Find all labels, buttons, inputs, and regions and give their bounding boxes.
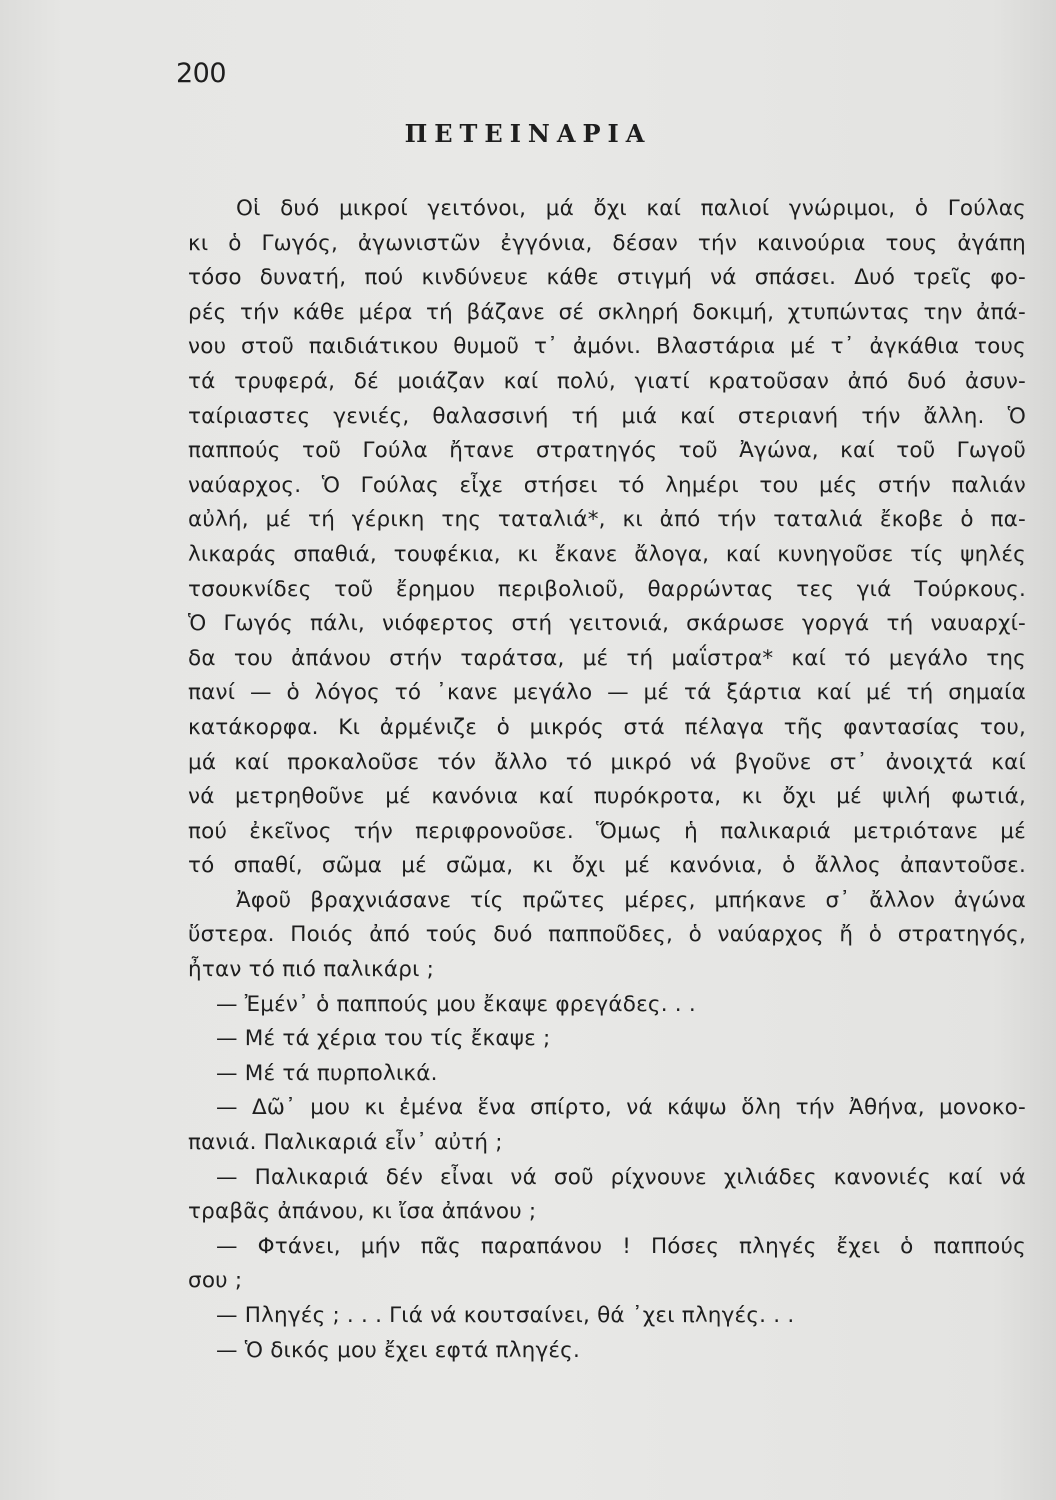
dialogue-line: — Μέ τά πυρπολικά. xyxy=(216,1060,438,1086)
text-line: πανί — ὁ λόγος τό ᾽κανε μεγάλο — μέ τά ξάρτια καί μέ τή σημαία xyxy=(188,680,1026,706)
text-line: ὕστερα. Ποιός ἀπό τούς δυό παπποῦδες, ὁ ναύαρχος ἤ ὁ στρατηγός, xyxy=(188,922,1026,948)
dialogue-line: — Δῶ᾽ μου κι ἐμένα ἕνα σπίρτο, νά κάψω ὅλη τήν Ἀθήνα, μονοκο- xyxy=(216,1095,1026,1121)
page-number: 200 xyxy=(176,58,227,89)
text-line: Οἱ δυό μικροί γειτόνοι, μά ὄχι καί παλιοί γνώριμοι, ὁ Γούλας xyxy=(236,196,1026,221)
text-line: σου ; xyxy=(188,1268,243,1294)
text-line: ἦταν τό πιό παλικάρι ; xyxy=(188,957,435,983)
text-line: τά τρυφερά, δέ μοιάζαν καί πολύ, γιατί κρατοῦσαν ἀπό δυό ἀσυν- xyxy=(188,368,1026,394)
dialogue-line: — Φτάνει, μήν πᾶς παραπάνου ! Πόσες πληγές ἔχει ὁ παππούς xyxy=(216,1233,1026,1259)
text-line: ναύαρχος. Ὁ Γούλας εἶχε στήσει τό λημέρι του μές στήν παλιάν xyxy=(188,472,1026,498)
text-line: πού ἐκεῖνος τήν περιφρονοῦσε. Ὅμως ἡ παλικαριά μετριότανε μέ xyxy=(188,818,1026,844)
text-line: τόσο δυνατή, πού κινδύνευε κάθε στιγμή νά σπάσει. Δυό τρεῖς φο- xyxy=(188,265,1026,291)
dialogue-line: — Πληγές ; . . . Γιά νά κουτσαίνει, θά ᾽χει πληγές. . . xyxy=(216,1303,795,1328)
text-line: δα του ἀπάνου στήν ταράτσα, μέ τή μαΐστρα* καί τό μεγάλο της xyxy=(188,645,1026,671)
dialogue-line: — Μέ τά χέρια του τίς ἔκαψε ; xyxy=(216,1026,551,1052)
text-line: τό σπαθί, σῶμα μέ σῶμα, κι ὄχι μέ κανόνια, ὁ ἄλλος ἀπαντοῦσε. xyxy=(188,853,1026,879)
text-line: κατάκορφα. Κι ἀρμένιζε ὁ μικρός στά πέλαγα τῆς φαντασίας του, xyxy=(188,714,1026,740)
text-line: Ἀφοῦ βραχνιάσανε τίς πρῶτες μέρες, μπήκανε σ᾽ ἄλλον ἀγώνα xyxy=(236,887,1026,913)
dialogue-line: — Ἐμέν᾽ ὁ παππούς μου ἔκαψε φρεγάδες. . . xyxy=(216,991,696,1017)
text-line: πανιά. Παλικαριά εἶν᾽ αὐτή ; xyxy=(188,1130,503,1156)
body-text xyxy=(188,192,1026,1368)
text-line: λικαράς σπαθιά, τουφέκια, κι ἔκανε ἄλογα, καί κυνηγοῦσε τίς ψηλές xyxy=(188,541,1026,567)
text-line: κι ὁ Γωγός, ἀγωνιστῶν ἐγγόνια, δέσαν τήν καινούρια τους ἀγάπη xyxy=(188,230,1026,256)
page-title: ΠΕΤΕΙΝΑΡΙΑ xyxy=(404,119,652,148)
text-line: νου στοῦ παιδιάτικου θυμοῦ τ᾽ ἀμόνι. Βλαστάρια μέ τ᾽ ἀγκάθια τους xyxy=(188,334,1026,360)
text-line: ταίριαστες γενιές, θαλασσινή τή μιά καί στεριανή τήν ἄλλη. Ὁ xyxy=(188,403,1026,429)
text-line: ρές τήν κάθε μέρα τή βάζανε σέ σκληρή δοκιμή, χτυπώντας την ἀπά- xyxy=(188,299,1026,325)
text-line: τραβᾶς ἀπάνου, κι ἴσα ἀπάνου ; xyxy=(188,1199,537,1225)
text-line: Ὁ Γωγός πάλι, νιόφερτος στή γειτονιά, σκάρωσε γοργά τή ναυαρχί- xyxy=(188,611,1026,637)
text-line: νά μετρηθοῦνε μέ κανόνια καί πυρόκροτα, κι ὄχι μέ ψιλή φωτιά, xyxy=(188,784,1026,810)
text-line: τσουκνίδες τοῦ ἔρημου περιβολιοῦ, θαρρώντας τες γιά Τούρκους. xyxy=(188,576,1026,602)
dialogue-line: — Ὁ δικός μου ἔχει εφτά πληγές. xyxy=(216,1337,581,1363)
text-line: μά καί προκαλοῦσε τόν ἄλλο τό μικρό νά βγοῦνε στ᾽ ἀνοιχτά καί xyxy=(188,749,1026,775)
text-line: παππούς τοῦ Γούλα ἤτανε στρατηγός τοῦ Ἀγώνα, καί τοῦ Γωγοῦ xyxy=(188,438,1026,464)
text-line: αὐλή, μέ τή γέρικη της ταταλιά*, κι ἀπό τήν ταταλιά ἔκοβε ὁ πα- xyxy=(188,507,1026,533)
dialogue-line: — Παλικαριά δέν εἶναι νά σοῦ ρίχνουνε χιλιάδες κανονιές καί νά xyxy=(216,1164,1026,1190)
